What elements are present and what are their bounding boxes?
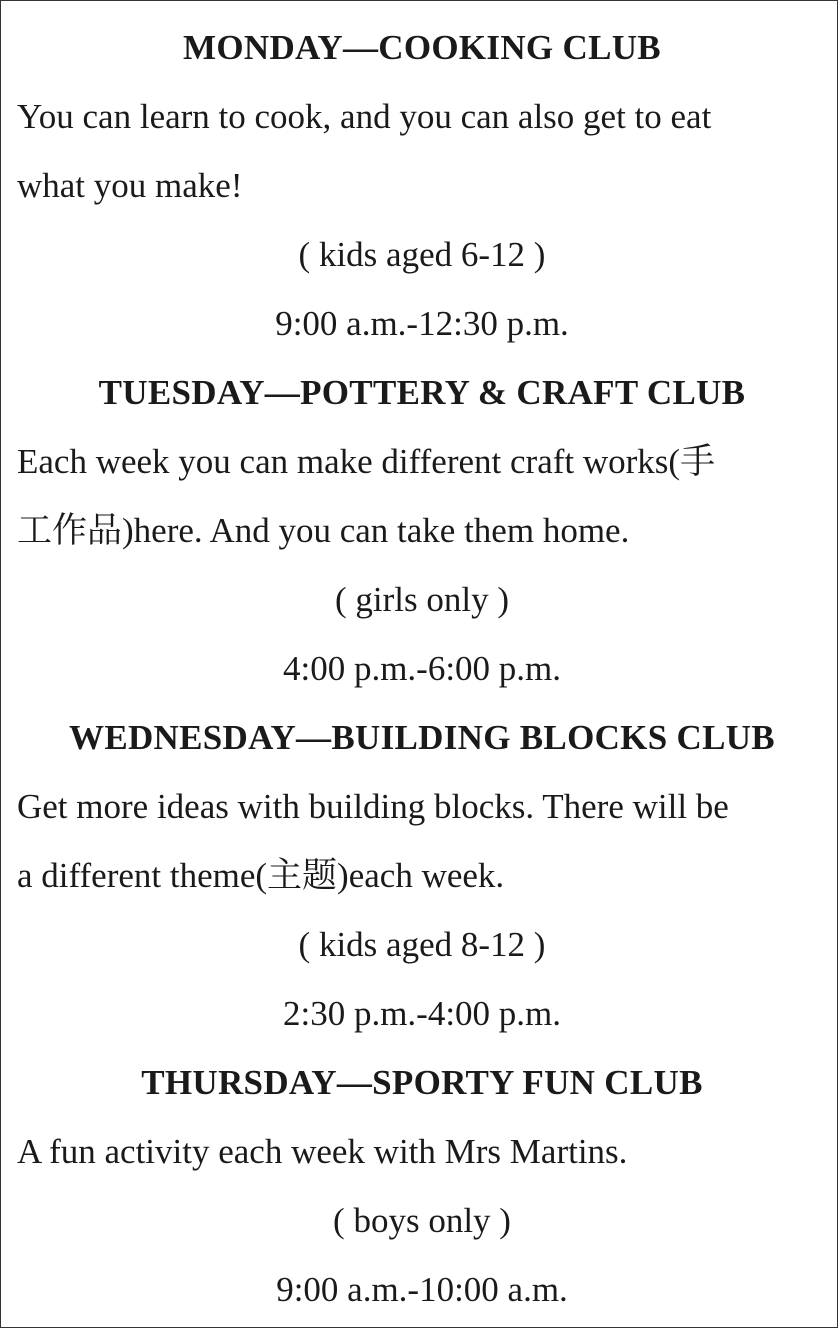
club-audience: ( boys only ) — [333, 1201, 511, 1240]
club-section-wednesday — [17, 703, 827, 1048]
club-time: 2:30 p.m.-4:00 p.m. — [282, 994, 562, 1033]
club-heading: WEDNESDAY—BUILDING BLOCKS CLUB — [69, 718, 775, 757]
club-heading: TUESDAY—POTTERY & CRAFT CLUB — [98, 373, 746, 412]
club-time: 9:00 a.m.-10:00 a.m. — [276, 1270, 568, 1309]
club-description-line: what you make! — [17, 166, 243, 205]
club-heading: MONDAY—COOKING CLUB — [183, 28, 661, 67]
club-audience: ( kids aged 6-12 ) — [298, 235, 546, 274]
club-audience: ( girls only ) — [334, 580, 509, 619]
club-time: 4:00 p.m.-6:00 p.m. — [282, 649, 562, 688]
club-section-monday — [17, 13, 827, 358]
club-audience: ( kids aged 8-12 ) — [298, 925, 546, 964]
club-description-line: 工作品)here. And you can take them home. — [17, 511, 630, 550]
club-description-line: A fun activity each week with Mrs Martins. — [17, 1132, 628, 1171]
club-description-line: Each week you can make different craft works(手 — [17, 442, 716, 481]
club-description-line: You can learn to cook, and you can also get to eat — [17, 97, 712, 136]
club-description-line: Get more ideas with building blocks. There will be — [17, 787, 729, 826]
club-section-tuesday — [17, 358, 827, 703]
club-heading: THURSDAY—SPORTY FUN CLUB — [141, 1063, 703, 1102]
club-section-thursday — [17, 1048, 827, 1324]
club-time: 9:00 a.m.-12:30 p.m. — [275, 304, 569, 343]
club-description-line: a different theme(主题)each week. — [17, 856, 505, 895]
